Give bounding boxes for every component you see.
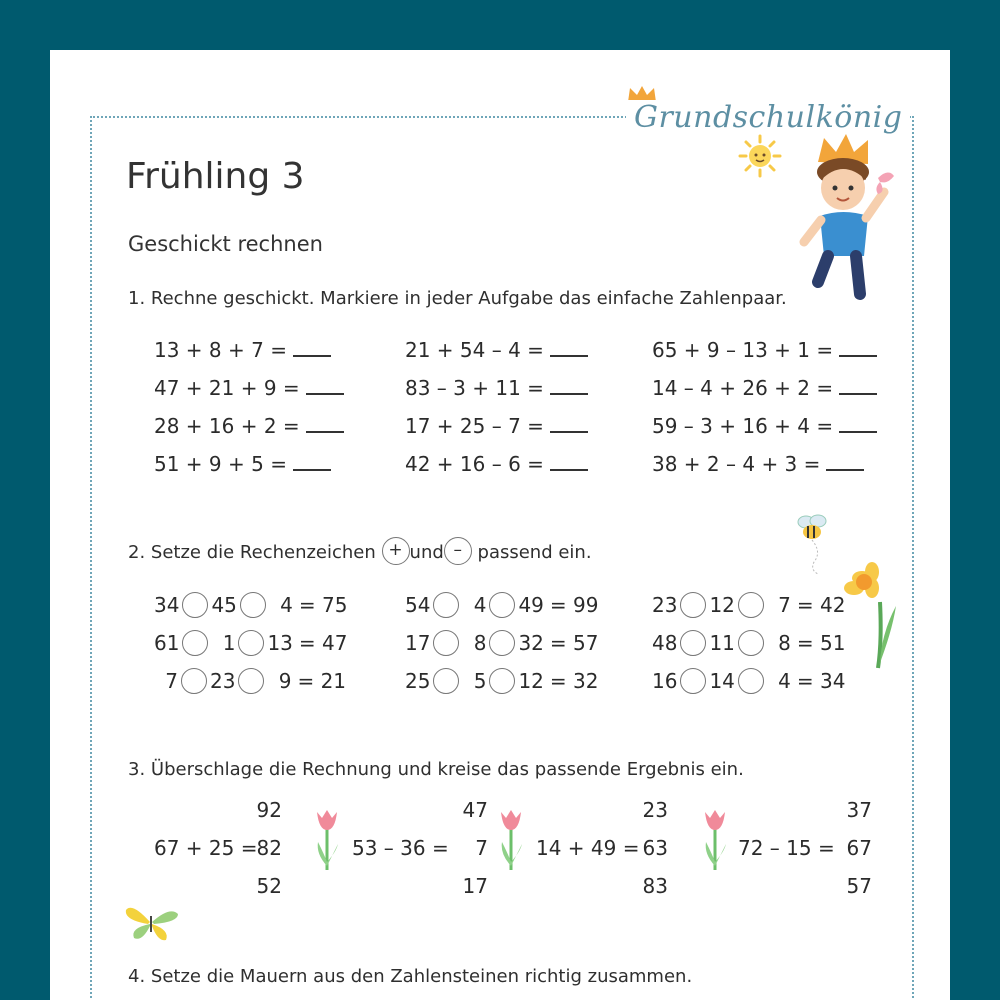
equation-text: 83 – 3 + 11 = (405, 376, 544, 400)
equation (405, 414, 588, 438)
operator-circle[interactable] (238, 668, 264, 694)
operator-circle[interactable] (433, 668, 459, 694)
page-title: Frühling 3 (126, 156, 305, 197)
worksheet (50, 50, 950, 1000)
result-option[interactable]: 92 (256, 798, 282, 822)
estimation-expression: 53 – 36 = (352, 836, 449, 860)
equation-number: 61 (154, 631, 180, 655)
result-option[interactable]: 82 (256, 836, 282, 860)
equation-number: 7 (778, 593, 791, 617)
answer-blank[interactable] (550, 379, 588, 395)
equation-number: 16 (652, 669, 678, 693)
operator-equation (405, 631, 598, 658)
equation-result: = 21 (297, 669, 347, 693)
equation (652, 452, 864, 476)
equation-number: 23 (210, 669, 236, 693)
equation-text: 47 + 21 + 9 = (154, 376, 300, 400)
equation-number: 12 (709, 593, 735, 617)
answer-blank[interactable] (839, 379, 877, 395)
equation-text: 59 – 3 + 16 + 4 = (652, 414, 834, 438)
task2-instruction-start: 2. Setze die Rechenzeichen (128, 542, 376, 563)
operator-circle[interactable] (182, 630, 208, 656)
task3-instruction: 3. Überschlage die Rechnung und kreise das passende Ergebnis ein. (128, 759, 744, 780)
equation-number: 49 (518, 593, 544, 617)
equation (405, 452, 588, 476)
equation (652, 338, 877, 362)
equation-result: = 57 (549, 631, 599, 655)
operator-circle[interactable] (680, 630, 706, 656)
equation-number: 14 (709, 669, 735, 693)
answer-blank[interactable] (550, 417, 588, 433)
daffodil-icon (842, 562, 900, 672)
estimation-expression: 67 + 25 = (154, 836, 258, 860)
answer-blank[interactable] (839, 417, 877, 433)
operator-circle[interactable] (738, 630, 764, 656)
task1-instruction: 1. Rechne geschickt. Markiere in jeder Aufgabe das einfache Zahlenpaar. (128, 288, 787, 309)
page-subtitle: Geschickt rechnen (128, 232, 323, 256)
equation-text: 28 + 16 + 2 = (154, 414, 300, 438)
answer-blank[interactable] (306, 379, 344, 395)
result-option[interactable]: 47 (462, 798, 488, 822)
operator-equation (652, 631, 845, 658)
result-option[interactable]: 67 (846, 836, 872, 860)
equation (405, 376, 588, 400)
equation-number: 4 (280, 593, 293, 617)
equation-number: 9 (278, 669, 292, 693)
equation-text: 14 – 4 + 26 + 2 = (652, 376, 834, 400)
answer-blank[interactable] (826, 455, 864, 471)
plus-sign-icon: + (382, 537, 410, 565)
bee-icon (792, 512, 832, 576)
equation-number: 17 (405, 631, 431, 655)
operator-equation (154, 669, 346, 696)
estimation-expression: 72 – 15 = (738, 836, 835, 860)
tulip-icon (700, 806, 730, 872)
equation-number: 12 (518, 669, 544, 693)
equation-result: = 32 (549, 669, 599, 693)
operator-circle[interactable] (182, 592, 208, 618)
task2-instruction-end: passend ein. (477, 542, 592, 563)
operator-circle[interactable] (433, 630, 459, 656)
butterfly-icon (120, 898, 182, 946)
equation-text: 42 + 16 – 6 = (405, 452, 544, 476)
equation (652, 414, 877, 438)
result-option[interactable]: 52 (256, 874, 282, 898)
equation (405, 338, 588, 362)
brand-logo: Grundschulkönig (626, 100, 910, 135)
result-option[interactable]: 83 (642, 874, 668, 898)
operator-circle[interactable] (489, 668, 515, 694)
result-option[interactable]: 17 (462, 874, 488, 898)
answer-blank[interactable] (550, 455, 588, 471)
equation (154, 338, 331, 362)
equation-result: = 75 (298, 593, 348, 617)
equation-number: 8 (473, 631, 487, 655)
equation-result: = 51 (796, 631, 846, 655)
task2-instruction (128, 539, 592, 567)
operator-circle[interactable] (738, 668, 764, 694)
operator-circle[interactable] (240, 592, 266, 618)
equation-text: 51 + 9 + 5 = (154, 452, 287, 476)
answer-blank[interactable] (293, 341, 331, 357)
equation (652, 376, 877, 400)
equation-text: 13 + 8 + 7 = (154, 338, 287, 362)
operator-circle[interactable] (680, 668, 706, 694)
result-option[interactable]: 23 (642, 798, 668, 822)
equation-result: = 34 (796, 669, 846, 693)
equation-number: 5 (473, 669, 487, 693)
equation (154, 452, 331, 476)
operator-circle[interactable] (680, 592, 706, 618)
answer-blank[interactable] (550, 341, 588, 357)
equation-number: 25 (405, 669, 431, 693)
equation-result: = 42 (796, 593, 846, 617)
equation-text: 38 + 2 – 4 + 3 = (652, 452, 821, 476)
equation (154, 414, 344, 438)
equation-number: 8 (778, 631, 791, 655)
tulip-icon (312, 806, 342, 872)
equation-result: = 99 (549, 593, 599, 617)
equation-number: 1 (222, 631, 236, 655)
operator-circle[interactable] (738, 592, 764, 618)
equation-number: 23 (652, 593, 678, 617)
result-option[interactable]: 63 (642, 836, 668, 860)
equation-number: 4 (473, 593, 487, 617)
equation-number: 32 (518, 631, 544, 655)
result-option[interactable]: 7 (475, 836, 488, 860)
answer-blank[interactable] (839, 341, 877, 357)
operator-equation (405, 669, 598, 696)
answer-blank[interactable] (293, 455, 331, 471)
equation-text: 17 + 25 – 7 = (405, 414, 544, 438)
answer-blank[interactable] (306, 417, 344, 433)
boy-with-crown-illustration (788, 132, 898, 308)
operator-circle[interactable] (433, 592, 459, 618)
task2-instruction-and: und (409, 542, 444, 563)
operator-equation (154, 631, 347, 658)
equation-result: = 47 (298, 631, 348, 655)
operator-equation (154, 593, 347, 620)
equation-number: 4 (778, 669, 791, 693)
operator-circle[interactable] (489, 592, 515, 618)
operator-equation (405, 593, 598, 620)
tulip-icon (496, 806, 526, 872)
operator-equation (652, 593, 845, 620)
equation-number: 34 (154, 593, 180, 617)
result-option[interactable]: 57 (846, 874, 872, 898)
equation (154, 376, 344, 400)
sun-icon (738, 134, 782, 178)
equation-number: 48 (652, 631, 678, 655)
equation-number: 54 (405, 593, 431, 617)
task4-instruction: 4. Setze die Mauern aus den Zahlensteinen richtig zusammen. (128, 966, 693, 987)
estimation-expression: 14 + 49 = (536, 836, 640, 860)
minus-sign-icon: – (444, 537, 472, 565)
operator-circle[interactable] (181, 668, 207, 694)
operator-circle[interactable] (238, 630, 264, 656)
equation-number: 11 (709, 631, 735, 655)
equation-number: 13 (267, 631, 293, 655)
result-option[interactable]: 37 (846, 798, 872, 822)
operator-circle[interactable] (489, 630, 515, 656)
equation-text: 65 + 9 – 13 + 1 = (652, 338, 834, 362)
equation-number: 45 (211, 593, 237, 617)
equation-number: 7 (165, 669, 178, 693)
operator-equation (652, 669, 845, 696)
equation-text: 21 + 54 – 4 = (405, 338, 544, 362)
